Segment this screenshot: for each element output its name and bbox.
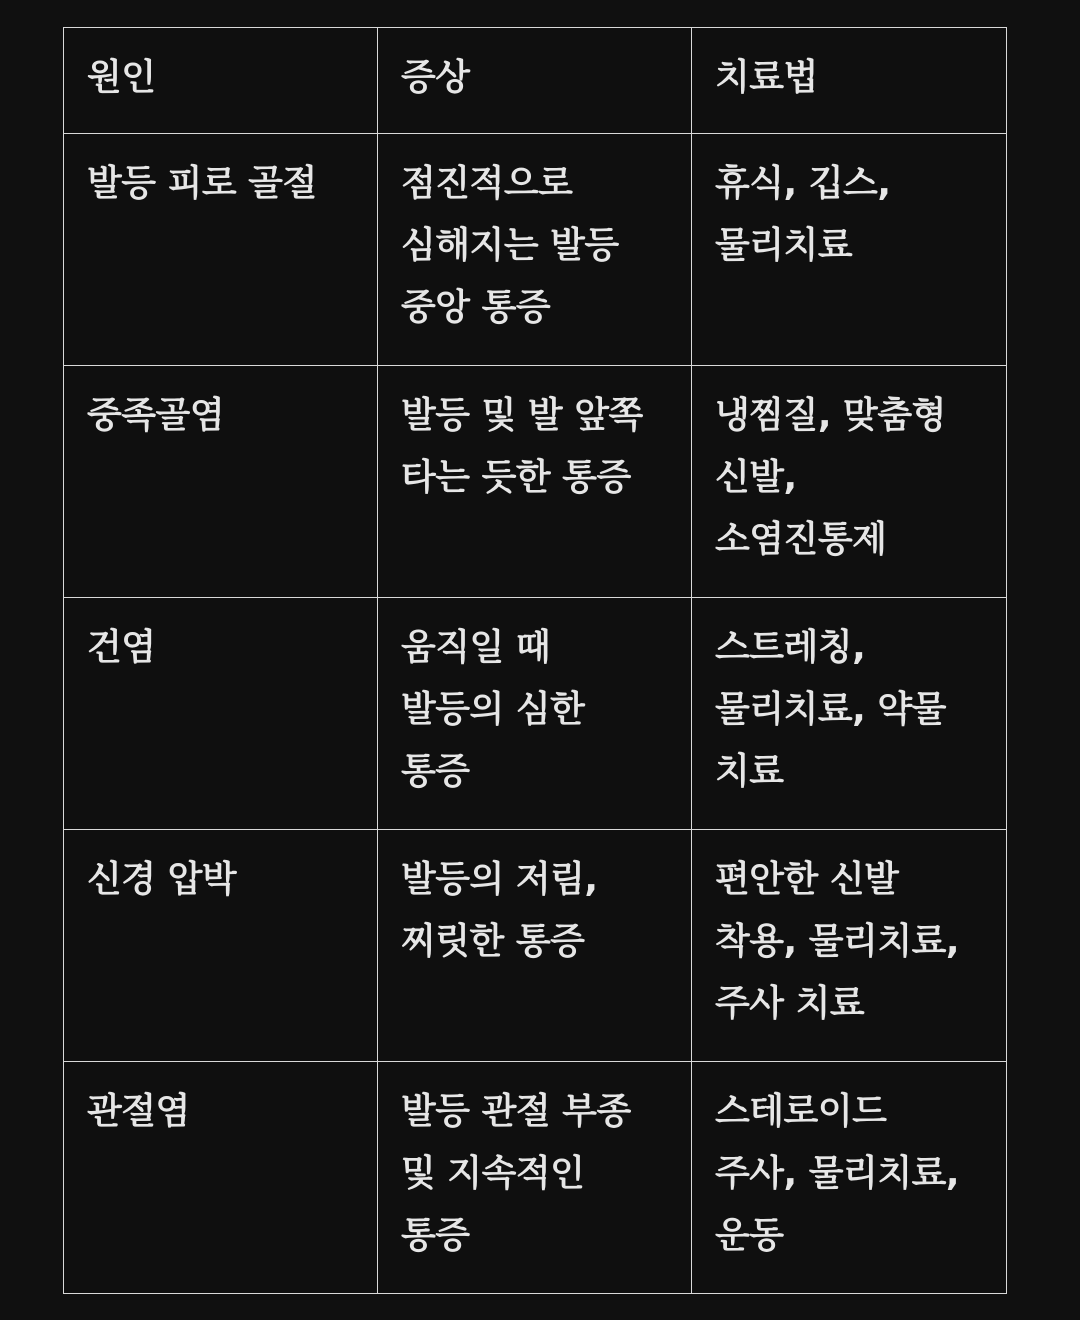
cell-line: 소염진통제 — [715, 519, 887, 560]
cell-line: 휴식, 깁스, — [715, 163, 891, 204]
cell-line: 관절염 — [87, 1091, 190, 1132]
cell-line: 운동 — [715, 1215, 784, 1256]
foot-pain-table — [63, 27, 1007, 1294]
cell-line: 냉찜질, 맞춤형 — [715, 395, 946, 436]
cell-line: 스테로이드 — [715, 1091, 887, 1132]
table-header-row — [64, 28, 1007, 134]
cell-line: 점진적으로 — [401, 163, 573, 204]
cell-treatment — [692, 598, 1007, 830]
cell-line: 타는 듯한 통증 — [401, 457, 631, 498]
table-row — [64, 598, 1007, 830]
cell-line: 주사, 물리치료, — [715, 1153, 960, 1194]
cell-cause — [64, 598, 378, 830]
cell-line: 착용, 물리치료, — [715, 921, 960, 962]
table-row — [64, 830, 1007, 1062]
cell-line: 중족골염 — [87, 395, 225, 436]
cell-line: 물리치료, 약물 — [715, 689, 946, 730]
cell-line: 찌릿한 통증 — [401, 921, 585, 962]
cell-symptom — [378, 134, 692, 366]
cell-line: 치료 — [715, 751, 784, 792]
cell-treatment — [692, 134, 1007, 366]
table-row — [64, 134, 1007, 366]
table-row — [64, 1062, 1007, 1294]
cell-symptom — [378, 830, 692, 1062]
cell-line: 발등 및 발 앞쪽 — [401, 395, 643, 436]
cell-cause — [64, 366, 378, 598]
table-row — [64, 366, 1007, 598]
cell-line: 주사 치료 — [715, 983, 865, 1024]
cell-line: 발등 관절 부종 — [401, 1091, 631, 1132]
cell-symptom — [378, 1062, 692, 1294]
header-cause: 원인 — [64, 28, 378, 134]
cell-line: 통증 — [401, 751, 470, 792]
cell-line: 물리치료 — [715, 225, 853, 266]
cell-cause — [64, 1062, 378, 1294]
cell-line: 건염 — [87, 627, 156, 668]
cell-line: 통증 — [401, 1215, 470, 1256]
cell-symptom — [378, 366, 692, 598]
cell-line: 중앙 통증 — [401, 287, 551, 328]
cell-line: 신발, — [715, 457, 797, 498]
cell-line: 움직일 때 — [401, 627, 551, 668]
cell-line: 발등 피로 골절 — [87, 163, 317, 204]
symptom-table-container — [63, 27, 1006, 1294]
cell-line: 발등의 심한 — [401, 689, 585, 730]
header-treatment: 치료법 — [692, 28, 1007, 134]
cell-cause — [64, 830, 378, 1062]
cell-line: 및 지속적인 — [401, 1153, 585, 1194]
cell-treatment — [692, 830, 1007, 1062]
header-symptom: 증상 — [378, 28, 692, 134]
cell-symptom — [378, 598, 692, 830]
cell-line: 스트레칭, — [715, 627, 866, 668]
cell-line: 편안한 신발 — [715, 859, 899, 900]
cell-line: 심해지는 발등 — [401, 225, 619, 266]
cell-line: 발등의 저림, — [401, 859, 598, 900]
cell-cause — [64, 134, 378, 366]
cell-treatment — [692, 366, 1007, 598]
cell-line: 신경 압박 — [87, 859, 237, 900]
cell-treatment — [692, 1062, 1007, 1294]
